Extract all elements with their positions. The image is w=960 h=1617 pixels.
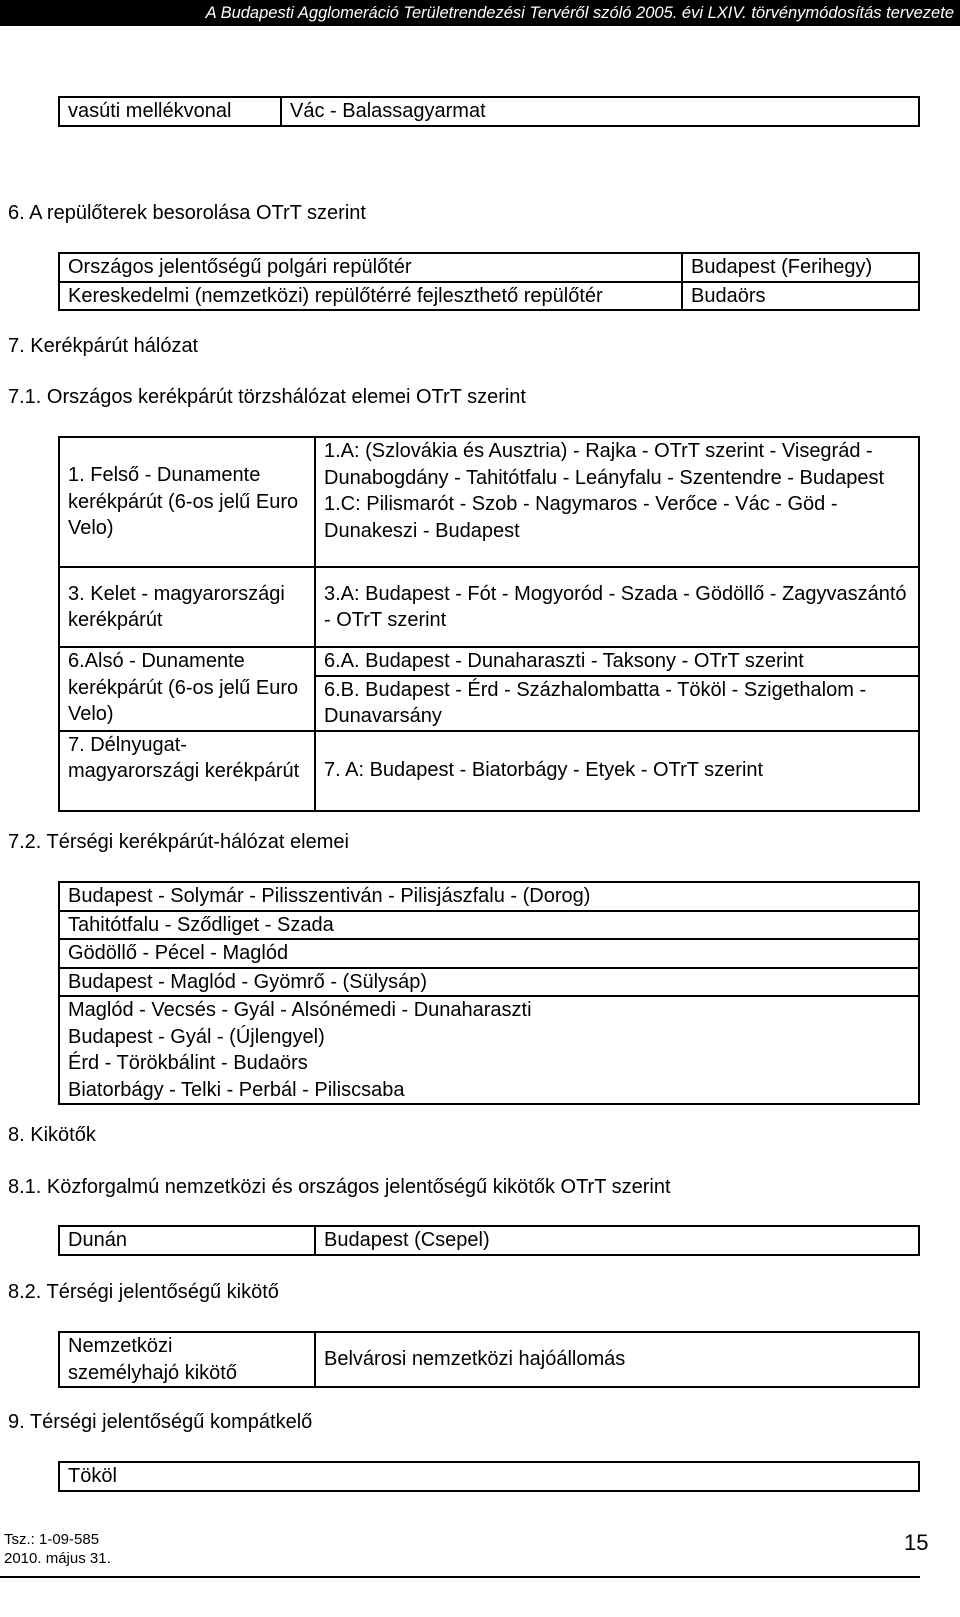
ferry-location: Tököl bbox=[59, 1462, 919, 1491]
section-7-1-heading: 7.1. Országos kerékpárút törzshálózat elemei OTrT szerint bbox=[8, 386, 526, 408]
section-8-1-heading: 8.1. Közforgalmú nemzetközi és országos jelentőségű kikötők OTrT szerint bbox=[8, 1176, 671, 1198]
bike-subroutes bbox=[315, 731, 919, 811]
regional-bike-route: Érd - Törökbálint - Budaörs bbox=[59, 1050, 919, 1077]
bike-route-name bbox=[59, 437, 315, 567]
national-ports-table bbox=[58, 1225, 920, 1256]
table-row bbox=[59, 567, 919, 647]
table-row bbox=[59, 939, 919, 968]
table-row bbox=[59, 1332, 919, 1387]
footer-date: 2010. május 31. bbox=[4, 1550, 111, 1567]
section-9-heading: 9. Térségi jelentőségű kompátkelő bbox=[8, 1411, 313, 1433]
table-row bbox=[59, 1226, 919, 1255]
railway-route: Vác - Balassagyarmat bbox=[281, 97, 919, 126]
bike-subroutes bbox=[315, 647, 919, 731]
table-row bbox=[59, 282, 919, 311]
bike-subroute: 6.A. Budapest - Dunaharaszti - Taksony - OTrT szerint bbox=[316, 648, 918, 677]
railway-type: vasúti mellékvonal bbox=[59, 97, 281, 126]
table-row bbox=[59, 996, 919, 1024]
section-8-heading: 8. Kikötők bbox=[8, 1124, 96, 1146]
table-row bbox=[59, 253, 919, 282]
bike-subroute: 3.A: Budapest - Fót - Mogyoród - Szada - Gödöllő - Zagyvaszántó - OTrT szerint bbox=[324, 582, 907, 631]
section-8-2-heading: 8.2. Térségi jelentőségű kikötő bbox=[8, 1281, 279, 1303]
airports-table bbox=[58, 252, 920, 311]
bike-route-name: 7. Délnyugat-magyarországi kerékpárút bbox=[59, 731, 315, 811]
page-number: 15 bbox=[904, 1530, 929, 1555]
table-row bbox=[59, 1024, 919, 1051]
table-row bbox=[59, 968, 919, 997]
table-row bbox=[59, 911, 919, 940]
bike-route-name: 6.Alsó - Dunamente kerékpárút (6-os jelű Euro Velo) bbox=[59, 647, 315, 731]
bike-route-name: 3. Kelet - magyarországi kerékpárút bbox=[59, 567, 315, 647]
regional-bike-table bbox=[58, 881, 920, 1105]
bike-subroute: 1.A: (Szlovákia és Ausztria) - Rajka - OTrT szerint - Visegrád - Dunabogdány - Tahitótfalu - Leányfalu - Szentendre - Budapest bbox=[324, 440, 884, 489]
bike-route-name-text: 1. Felső - Dunamente kerékpárút (6-os jelű Euro Velo) bbox=[68, 464, 299, 540]
port-type: Nemzetközi személyhajó kikötő bbox=[59, 1332, 315, 1387]
bike-subroute: 7. A: Budapest - Biatorbágy - Etyek - OTrT szerint bbox=[324, 759, 764, 782]
airport-category: Országos jelentőségű polgári repülőtér bbox=[59, 253, 682, 282]
regional-bike-route: Biatorbágy - Telki - Perbál - Piliscsaba bbox=[59, 1077, 919, 1105]
airport-location: Budapest (Ferihegy) bbox=[682, 253, 919, 282]
ferry-table bbox=[58, 1461, 920, 1492]
port-name: Budapest (Csepel) bbox=[315, 1226, 919, 1255]
bike-subroutes bbox=[315, 567, 919, 647]
regional-bike-route: Maglód - Vecsés - Gyál - Alsónémedi - Dunaharaszti bbox=[59, 996, 919, 1024]
regional-bike-route: Gödöllő - Pécel - Maglód bbox=[59, 939, 919, 968]
national-bike-table bbox=[58, 436, 920, 812]
port-name: Belvárosi nemzetközi hajóállomás bbox=[315, 1332, 919, 1387]
document-header: A Budapesti Agglomeráció Területrendezési Tervéről szóló 2005. évi LXIV. törvénymódosítás tervezete bbox=[0, 0, 960, 26]
table-row bbox=[59, 882, 919, 911]
section-6-heading: 6. A repülőterek besorolása OTrT szerint bbox=[8, 202, 366, 224]
regional-bike-route: Tahitótfalu - Sződliget - Szada bbox=[59, 911, 919, 940]
table-row bbox=[59, 1050, 919, 1077]
table-row bbox=[59, 647, 919, 731]
regional-bike-route: Budapest - Solymár - Pilisszentiván - Pilisjászfalu - (Dorog) bbox=[59, 882, 919, 911]
airport-location: Budaörs bbox=[682, 282, 919, 311]
section-7-2-heading: 7.2. Térségi kerékpárút-hálózat elemei bbox=[8, 831, 349, 853]
table-row bbox=[59, 437, 919, 567]
regional-bike-route: Budapest - Maglód - Gyömrő - (Sülysáp) bbox=[59, 968, 919, 997]
bike-subroutes bbox=[315, 437, 919, 567]
table-row bbox=[59, 1462, 919, 1491]
section-7-heading: 7. Kerékpárút hálózat bbox=[8, 335, 199, 357]
table-row bbox=[59, 1077, 919, 1105]
footer-divider bbox=[0, 1576, 920, 1578]
table-row bbox=[59, 731, 919, 811]
regional-bike-route: Budapest - Gyál - (Újlengyel) bbox=[59, 1024, 919, 1051]
bike-subroute: 6.B. Budapest - Érd - Százhalombatta - Tököl - Szigethalom - Dunavarsány bbox=[324, 678, 867, 727]
footer-reference: Tsz.: 1-09-585 bbox=[4, 1531, 100, 1548]
port-river: Dunán bbox=[59, 1226, 315, 1255]
regional-ports-table bbox=[58, 1331, 920, 1388]
railway-table bbox=[58, 96, 920, 127]
airport-category: Kereskedelmi (nemzetközi) repülőtérré fejleszthető repülőtér bbox=[59, 282, 682, 311]
table-row bbox=[59, 97, 919, 126]
bike-subroute: 1.C: Pilismarót - Szob - Nagymaros - Verőce - Vác - Göd - Dunakeszi - Budapest bbox=[324, 493, 838, 542]
